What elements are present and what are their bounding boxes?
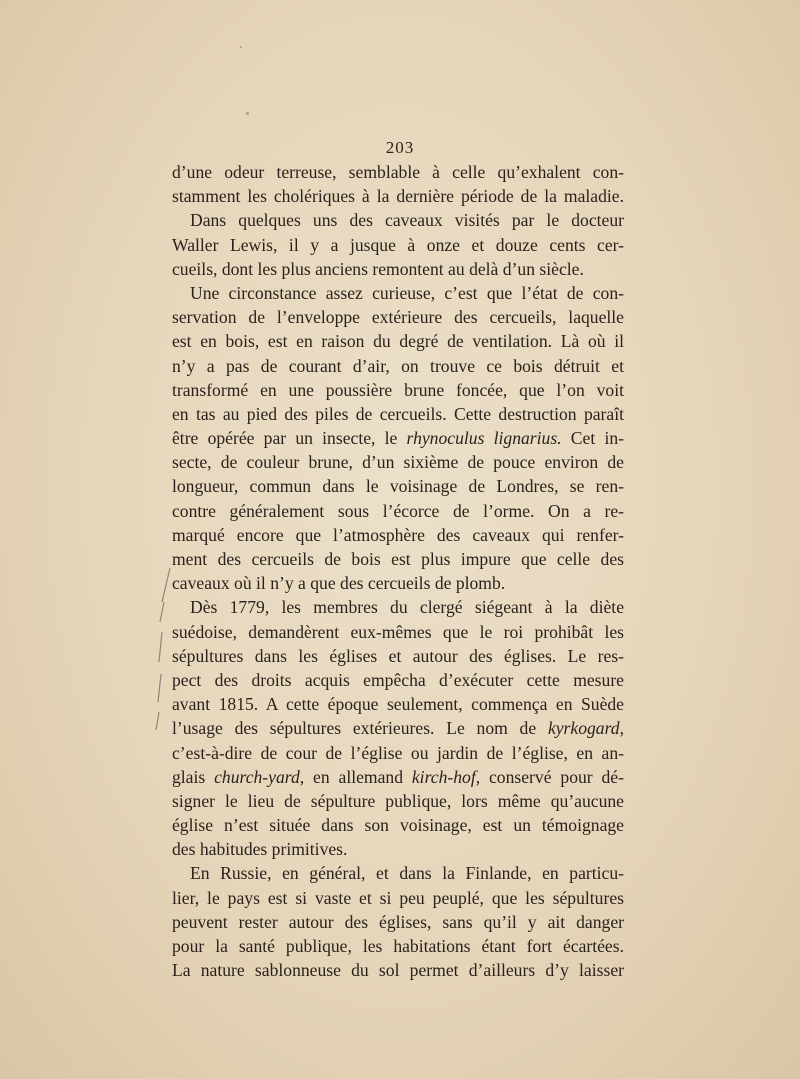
paper-speck xyxy=(240,46,242,48)
text-line xyxy=(172,450,624,474)
text-segment: stamment les cholériques à la dernière période de la maladie. xyxy=(172,186,624,207)
text-line xyxy=(172,233,624,257)
text-line xyxy=(172,305,624,329)
text-line xyxy=(172,426,624,450)
text-segment: caveaux où il n’y a que des cercueils de plomb. xyxy=(172,573,506,594)
text-segment: La nature sablonneuse du sol permet d’ailleurs d’y laisser xyxy=(172,960,624,981)
text-line xyxy=(172,499,624,523)
italic-term: kirch-hof, xyxy=(411,766,481,787)
text-segment: être opérée par un insecte, le xyxy=(172,428,407,449)
text-line xyxy=(172,886,624,910)
text-segment: glais xyxy=(172,766,215,787)
text-segment: signer le lieu de sépulture publique, lors même qu’aucune xyxy=(172,790,624,811)
text-line xyxy=(172,958,624,982)
italic-term: kyrkogard, xyxy=(547,718,624,739)
text-line xyxy=(172,523,624,547)
italic-term: rhynoculus lignarius. xyxy=(406,428,562,449)
text-segment: Waller Lewis, il y a jusque à onze et douze cents cer- xyxy=(172,234,624,255)
text-segment: pour la santé publique, les habitations étant fort écartées. xyxy=(172,936,624,956)
text-segment: Dans quelques uns des caveaux visités par le docteur xyxy=(190,210,624,231)
text-line xyxy=(172,789,624,813)
text-line xyxy=(172,716,624,740)
text-line xyxy=(172,160,624,184)
text-line xyxy=(172,547,624,571)
body-text xyxy=(172,160,624,982)
text-segment: conservé pour dé- xyxy=(480,766,624,787)
text-line xyxy=(172,329,624,353)
text-segment: l’usage des sépultures extérieures. Le nom de xyxy=(172,718,548,739)
italic-term: church-yard, xyxy=(214,766,305,787)
text-line xyxy=(172,571,624,595)
text-line xyxy=(172,281,624,305)
text-line xyxy=(172,668,624,692)
text-segment: En Russie, en général, et dans la Finlande, en particu- xyxy=(190,863,624,884)
text-line xyxy=(172,837,624,861)
text-segment: pect des droits acquis empêcha d’exécuter cette mesure xyxy=(172,669,624,690)
text-line xyxy=(172,934,624,958)
text-segment: longueur, commun dans le voisinage de Londres, se ren- xyxy=(172,476,624,497)
page-number: 203 xyxy=(385,138,415,157)
text-segment: peuvent rester autour des églises, sans qu’il y ait danger xyxy=(172,911,624,932)
text-line xyxy=(172,644,624,668)
text-segment: sépultures dans les églises et autour des églises. Le res- xyxy=(172,645,624,666)
text-segment: en allemand xyxy=(304,766,412,787)
text-segment: en tas au pied des piles de cercueils. Cette destruction paraît xyxy=(172,403,624,424)
text-segment: avant 1815. A cette époque seulement, commença en Suède xyxy=(172,694,624,715)
text-line xyxy=(172,861,624,885)
text-segment: marqué encore que l’atmosphère des caveaux qui renfer- xyxy=(172,524,624,545)
text-segment: suédoise, demandèrent eux-mêmes que le roi prohibât les xyxy=(172,621,624,642)
text-line xyxy=(172,620,624,644)
text-line xyxy=(172,402,624,426)
paper-speck xyxy=(246,112,249,115)
text-line xyxy=(172,184,624,208)
text-segment: d’une odeur terreuse, semblable à celle qu’exhalent con- xyxy=(172,162,624,182)
text-segment: des habitudes primitives. xyxy=(172,839,348,860)
text-segment: servation de l’enveloppe extérieure des cercueils, laquelle xyxy=(172,307,624,328)
text-segment: c’est-à-dire de cour de l’église ou jardin de l’église, en an- xyxy=(172,742,624,763)
text-line xyxy=(172,595,624,619)
text-segment: secte, de couleur brune, d’un sixième de pouce environ de xyxy=(172,452,624,473)
text-line xyxy=(172,354,624,378)
text-line xyxy=(172,765,624,789)
text-line xyxy=(172,692,624,716)
text-line xyxy=(172,208,624,232)
text-segment: église n’est située dans son voisinage, est un témoignage xyxy=(172,815,624,836)
text-segment: lier, le pays est si vaste et si peu peuplé, que les sépultures xyxy=(172,887,624,908)
text-line xyxy=(172,474,624,498)
text-segment: contre généralement sous l’écorce de l’orme. On a re- xyxy=(172,500,624,521)
text-segment: cueils, dont les plus anciens remontent au delà d’un siècle. xyxy=(172,258,584,279)
text-segment: ment des cercueils de bois est plus impure que celle des xyxy=(172,549,624,569)
text-line xyxy=(172,910,624,934)
text-segment: Cet in- xyxy=(561,428,624,449)
text-segment: Dès 1779, les membres du clergé siégeant à la diète xyxy=(190,597,624,618)
text-segment: n’y a pas de courant d’air, on trouve ce bois détruit et xyxy=(172,355,624,376)
text-segment: Une circonstance assez curieuse, c’est que l’état de con- xyxy=(190,282,624,303)
text-line xyxy=(172,813,624,837)
text-line xyxy=(172,741,624,765)
text-segment: transformé en une poussière brune foncée, que l’on voit xyxy=(172,379,624,400)
text-line xyxy=(172,378,624,402)
text-line xyxy=(172,257,624,281)
text-segment: est en bois, est en raison du degré de ventilation. Là où il xyxy=(172,331,624,352)
